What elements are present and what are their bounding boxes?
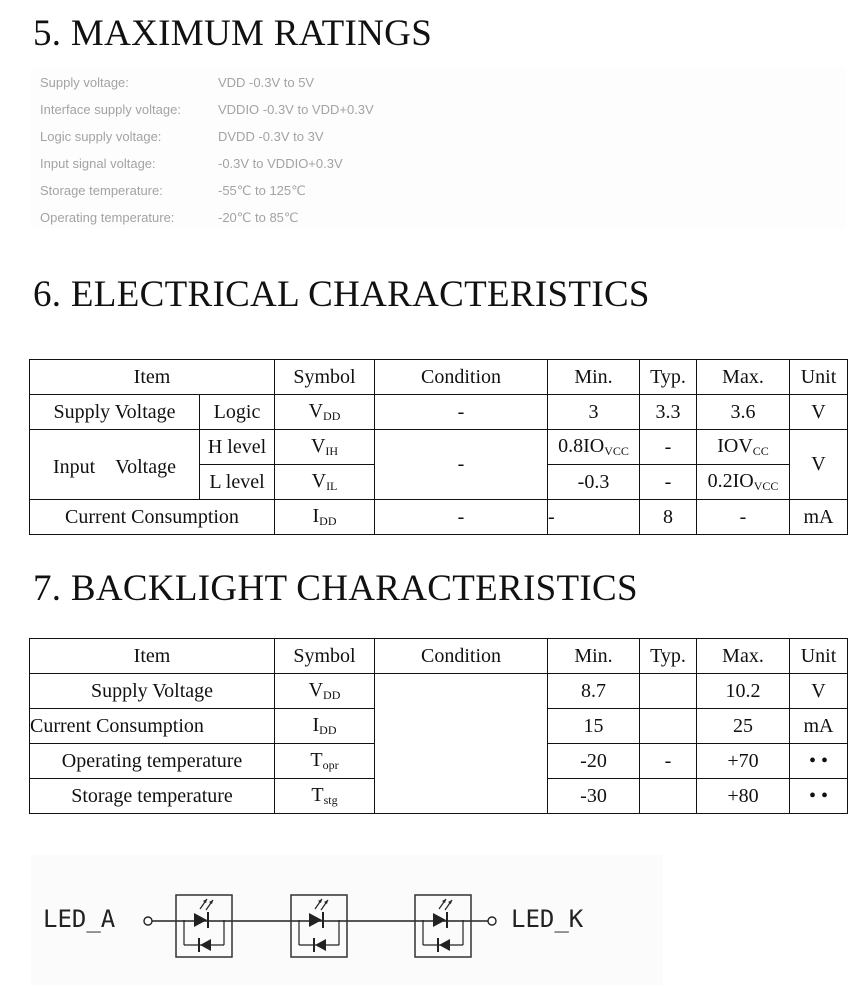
led-k-label: LED_K [511,905,584,933]
section-title-max-ratings: 5. MAXIMUM RATINGS [33,13,433,54]
cell-max: $IOV_{CC}$ [697,430,790,465]
max-rating-value: -0.3V to VDDIO+0.3V [218,156,343,171]
section-title-backlight: 7. BACKLIGHT CHARACTERISTICS [33,568,638,609]
cell-min: -20 [548,744,640,779]
header-symbol: Symbol [275,360,375,395]
cell-unit: V [790,430,848,500]
max-rating-label: Input signal voltage: [40,156,156,171]
cell-min: -30 [548,779,640,814]
cell-min: - [548,500,640,535]
header-condition: Condition [375,639,548,674]
cell-typ: - [640,744,697,779]
cell-condition [375,674,548,814]
max-rating-value: VDD -0.3V to 5V [218,75,315,90]
cell-subitem: L level [200,465,275,500]
cell-subitem: Logic [200,395,275,430]
led-circuit-diagram [31,855,663,985]
cell-max: $0.2IO_{VCC}$ [697,465,790,500]
cell-min: $0.8IO_{VCC}$ [548,430,640,465]
cell-unit: • • [790,744,848,779]
cell-unit: mA [790,709,848,744]
cell-condition: - [375,430,548,500]
cell-typ: 8 [640,500,697,535]
cell-max: +80 [697,779,790,814]
table-row [30,674,848,709]
cell-max: +70 [697,744,790,779]
max-rating-label: Interface supply voltage: [40,102,181,117]
max-ratings-box [31,68,846,228]
cell-unit: V [790,395,848,430]
cell-typ: - [640,465,697,500]
max-rating-label: Storage temperature: [40,183,163,198]
cell-min: 15 [548,709,640,744]
table-header-row [30,639,848,674]
cell-symbol: $T_{stg}$ [275,779,375,814]
cell-symbol: $T_{opr}$ [275,744,375,779]
cell-item: Supply Voltage [30,395,200,430]
terminal-k [488,917,496,925]
section-title-electrical: 6. ELECTRICAL CHARACTERISTICS [33,274,650,315]
led-chain-graphic [31,855,663,985]
cell-min: -0.3 [548,465,640,500]
table-row [30,395,848,430]
terminal-a [144,917,152,925]
cell-symbol: $V_{IH}$ [275,430,375,465]
header-item: Item [30,639,275,674]
cell-typ: 3.3 [640,395,697,430]
header-min: Min. [548,639,640,674]
cell-unit: V [790,674,848,709]
cell-symbol: $V_{DD}$ [275,674,375,709]
header-symbol: Symbol [275,639,375,674]
table-row [30,500,848,535]
cell-max: 25 [697,709,790,744]
max-rating-value: DVDD -0.3V to 3V [218,129,324,144]
cell-symbol: $I_{DD}$ [275,500,375,535]
cell-item: Input Voltage [30,430,200,500]
header-typ: Typ. [640,639,697,674]
cell-subitem: H level [200,430,275,465]
header-min: Min. [548,360,640,395]
max-rating-label: Supply voltage: [40,75,129,90]
cell-max: 3.6 [697,395,790,430]
cell-min: 8.7 [548,674,640,709]
led-3-icon [415,895,471,957]
cell-symbol: $V_{DD}$ [275,395,375,430]
cell-condition: - [375,500,548,535]
cell-item: Operating temperature [30,744,275,779]
table-header-row [30,360,848,395]
cell-unit: • • [790,779,848,814]
cell-condition: - [375,395,548,430]
cell-min: 3 [548,395,640,430]
backlight-table [29,638,848,814]
cell-typ [640,709,697,744]
header-unit: Unit [790,360,848,395]
cell-typ [640,674,697,709]
electrical-table [29,359,848,535]
header-unit: Unit [790,639,848,674]
cell-item: Current Consumption [30,500,275,535]
max-rating-value: VDDIO -0.3V to VDD+0.3V [218,102,374,117]
cell-item: Supply Voltage [30,674,275,709]
header-condition: Condition [375,360,548,395]
cell-max: - [697,500,790,535]
cell-symbol: $V_{IL}$ [275,465,375,500]
cell-typ: - [640,430,697,465]
max-rating-label: Operating temperature: [40,210,175,225]
cell-item: Storage temperature [30,779,275,814]
table-row [30,430,848,465]
cell-unit: mA [790,500,848,535]
cell-max: 10.2 [697,674,790,709]
max-rating-value: -55℃ to 125℃ [218,183,306,198]
header-max: Max. [697,360,790,395]
led-1-icon [176,895,232,957]
max-rating-value: -20℃ to 85℃ [218,210,299,225]
cell-typ [640,779,697,814]
cell-item: Current Consumption [30,709,275,744]
header-max: Max. [697,639,790,674]
max-rating-label: Logic supply voltage: [40,129,162,144]
led-a-label: LED_A [43,905,116,933]
led-2-icon [291,895,347,957]
header-item: Item [30,360,275,395]
header-typ: Typ. [640,360,697,395]
cell-symbol: $I_{DD}$ [275,709,375,744]
